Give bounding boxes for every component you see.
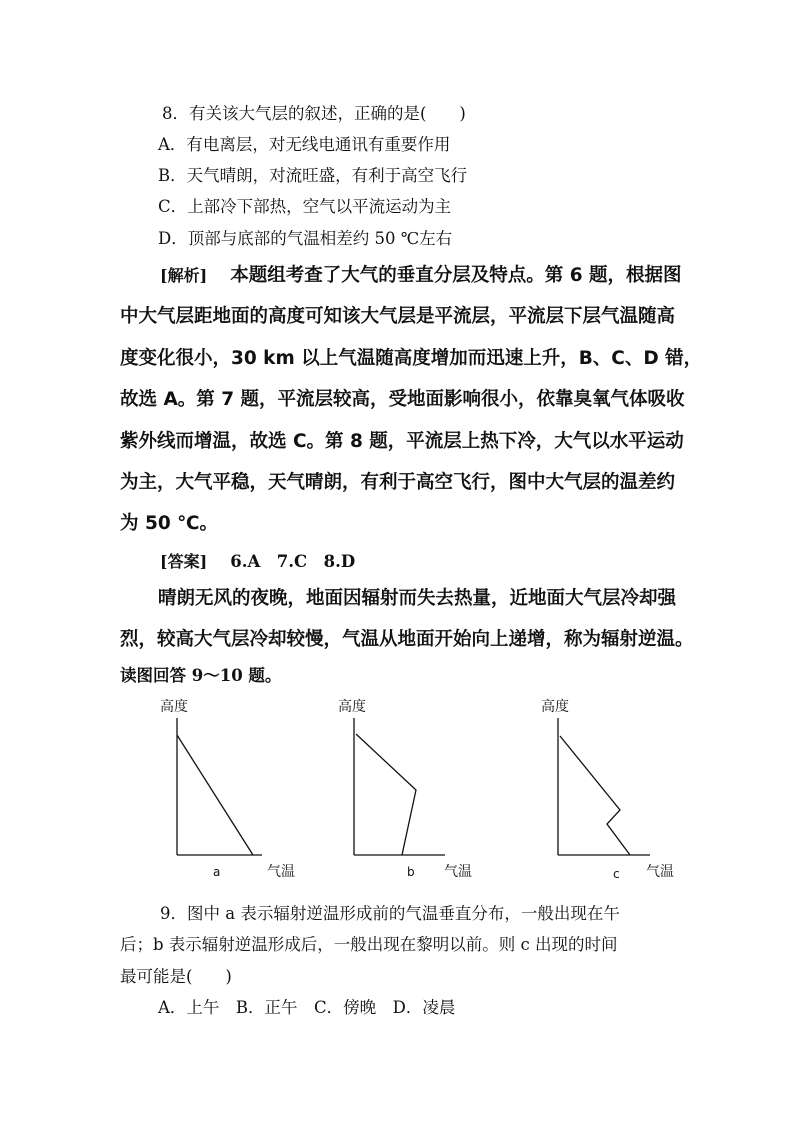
- diagram-b-y-label: 高度: [338, 699, 366, 715]
- diagram-a: [160, 698, 295, 880]
- diagram-b-letter: b: [407, 865, 415, 879]
- diagram-c: [541, 698, 674, 881]
- q8-option-b: B．天气晴朗，对流旺盛，有利于高空飞行: [158, 166, 468, 185]
- q8-option-c: C．上部冷下部热，空气以平流运动为主: [158, 197, 452, 216]
- analysis-line-2: 中大气层距地面的高度可知该大气层是平流层，平流层下层气温随高: [120, 306, 676, 327]
- diagram-c-temperature-curve: [560, 736, 630, 855]
- temperature-profile-diagrams: [0, 690, 794, 890]
- diagram-a-y-label: 高度: [160, 699, 188, 715]
- intro-line-2: 烈，较高大气层冷却较慢，气温从地面开始向上递增，称为辐射逆温。: [120, 629, 694, 650]
- diagram-b-x-label: 气温: [444, 864, 472, 880]
- diagram-a-x-label: 气温: [267, 864, 295, 880]
- q8-option-a: A．有电离层，对无线电通讯有重要作用: [158, 135, 451, 154]
- analysis-line-7: 为 50 ℃。: [120, 513, 219, 534]
- analysis-tag: [解析]: [160, 266, 208, 285]
- diagram-b: [338, 698, 472, 880]
- analysis-line-1: 本题组考查了大气的垂直分层及特点。第 6 题，根据图: [230, 265, 682, 286]
- q8-stem: 8．有关该大气层的叙述，正确的是( ): [162, 104, 466, 123]
- intro-line-3: 读图回答 9～10 题。: [120, 666, 282, 685]
- analysis-paragraph: [160, 261, 682, 287]
- diagram-a-letter: a: [213, 865, 221, 879]
- analysis-line-6: 为主，大气平稳，天气晴朗，有利于高空飞行，图中大气层的温差约: [120, 472, 676, 493]
- answer-tag: [答案]: [160, 552, 208, 571]
- analysis-line-3: 度变化很小，30 km 以上气温随高度增加而迅速上升，B、C、D 错，: [120, 348, 703, 369]
- q9-line-1: 9．图中 a 表示辐射逆温形成前的气温垂直分布，一般出现在午: [160, 904, 620, 923]
- intro-line-1: 晴朗无风的夜晚，地面因辐射而失去热量，近地面大气层冷却强: [158, 588, 677, 609]
- diagram-a-temperature-curve: [177, 735, 253, 855]
- q9-line-3: 最可能是( ): [120, 967, 232, 986]
- q8-option-d: D．顶部与底部的气温相差约 50 ℃左右: [158, 229, 453, 248]
- answer-line: [160, 548, 355, 572]
- analysis-line-5: 紫外线而增温，故选 C。第 8 题，平流层上热下冷，大气以水平运动: [120, 431, 684, 452]
- diagram-b-temperature-curve: [356, 734, 416, 855]
- answer-text: 6.A 7.C 8.D: [230, 552, 356, 571]
- analysis-line-4: 故选 A。第 7 题，平流层较高，受地面影响很小，依靠臭氧气体吸收: [120, 389, 685, 410]
- diagram-c-letter: c: [613, 867, 620, 881]
- diagram-c-y-label: 高度: [541, 699, 569, 715]
- diagram-c-x-label: 气温: [646, 864, 674, 880]
- q9-options: A．上午 B．正午 C．傍晚 D．凌晨: [158, 998, 456, 1017]
- q9-line-2: 后；b 表示辐射逆温形成后，一般出现在黎明以前。则 c 出现的时间: [120, 935, 618, 954]
